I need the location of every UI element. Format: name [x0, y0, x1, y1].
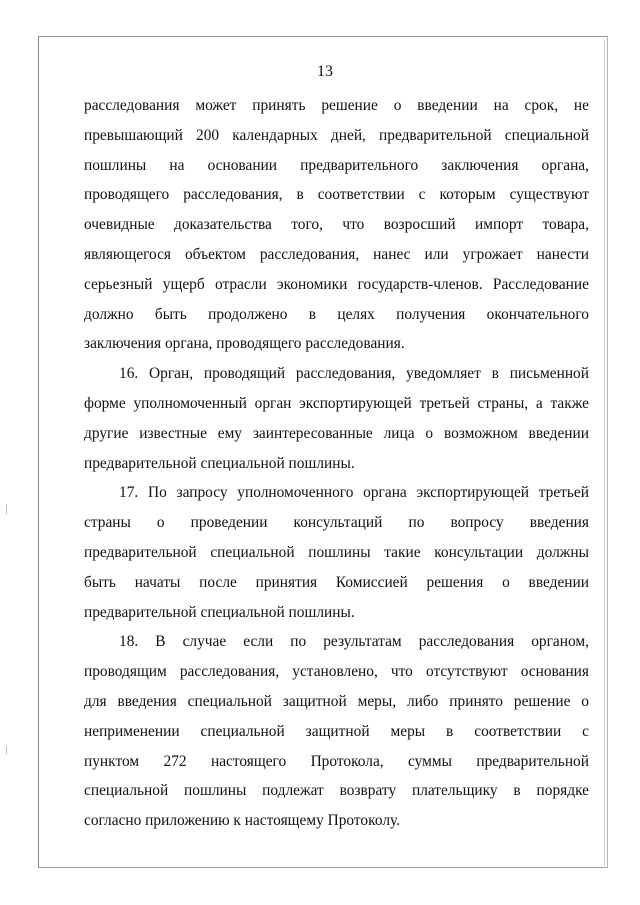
text-line: превышающий 200 календарных дней, предварительной специальной [84, 126, 589, 144]
text-line: предварительной специальной пошлины. [84, 603, 355, 621]
page-border-inner-line [604, 40, 605, 866]
text-line: страны о проведении консультаций по вопросу введения [84, 514, 589, 532]
text-line: согласно приложению к настоящему Протоколу. [84, 812, 401, 830]
paragraph-first-line: 18. В случае если по результатам расследования органом, [119, 633, 589, 651]
scan-margin-mark [6, 746, 7, 754]
text-line: должно быть продолжено в целях получения окончательного [84, 305, 589, 323]
paragraph-first-line: 17. По запросу уполномоченного органа экспортирующей третьей [119, 484, 589, 502]
text-line: предварительной специальной пошлины. [84, 454, 355, 472]
text-line: предварительной специальной пошлины такие консультации должны [84, 543, 589, 561]
document-body [84, 91, 589, 836]
text-line: форме уполномоченный орган экспортирующей третьей страны, а также [84, 394, 589, 412]
text-line: расследования может принять решение о введении на срок, не [84, 97, 589, 114]
text-line: специальной пошлины подлежат возврату плательщику в порядке [84, 782, 589, 800]
text-line: пошлины на основании предварительного заключения органа, [84, 156, 589, 174]
text-line: заключения органа, проводящего расследования. [84, 335, 405, 353]
text-line: неприменении специальной защитной меры в соответствии с [84, 722, 589, 740]
text-line: проводящим расследования, установлено, что отсутствуют основания [84, 663, 589, 681]
text-line: очевидные доказательства того, что возросший импорт товара, [84, 216, 589, 234]
text-line: проводящего расследования, в соответствии с которым существуют [84, 186, 589, 204]
text-line: быть начаты после принятия Комиссией решения о введении [84, 573, 589, 591]
text-line: для введения специальной защитной меры, либо принято решение о [84, 692, 589, 710]
text-line: являющегося объектом расследования, нанес или угрожает нанести [84, 245, 589, 263]
paragraph-first-line: 16. Орган, проводящий расследования, уведомляет в письменной [119, 365, 589, 383]
text-line: пунктом 272 настоящего Протокола, суммы предварительной [84, 752, 589, 770]
text-line: серьезный ущерб отрасли экономики государств-членов. Расследование [84, 275, 589, 293]
page-number: 13 [317, 63, 333, 80]
scan-margin-mark [6, 504, 7, 514]
text-line: другие известные ему заинтересованные лица о возможном введении [84, 424, 589, 442]
